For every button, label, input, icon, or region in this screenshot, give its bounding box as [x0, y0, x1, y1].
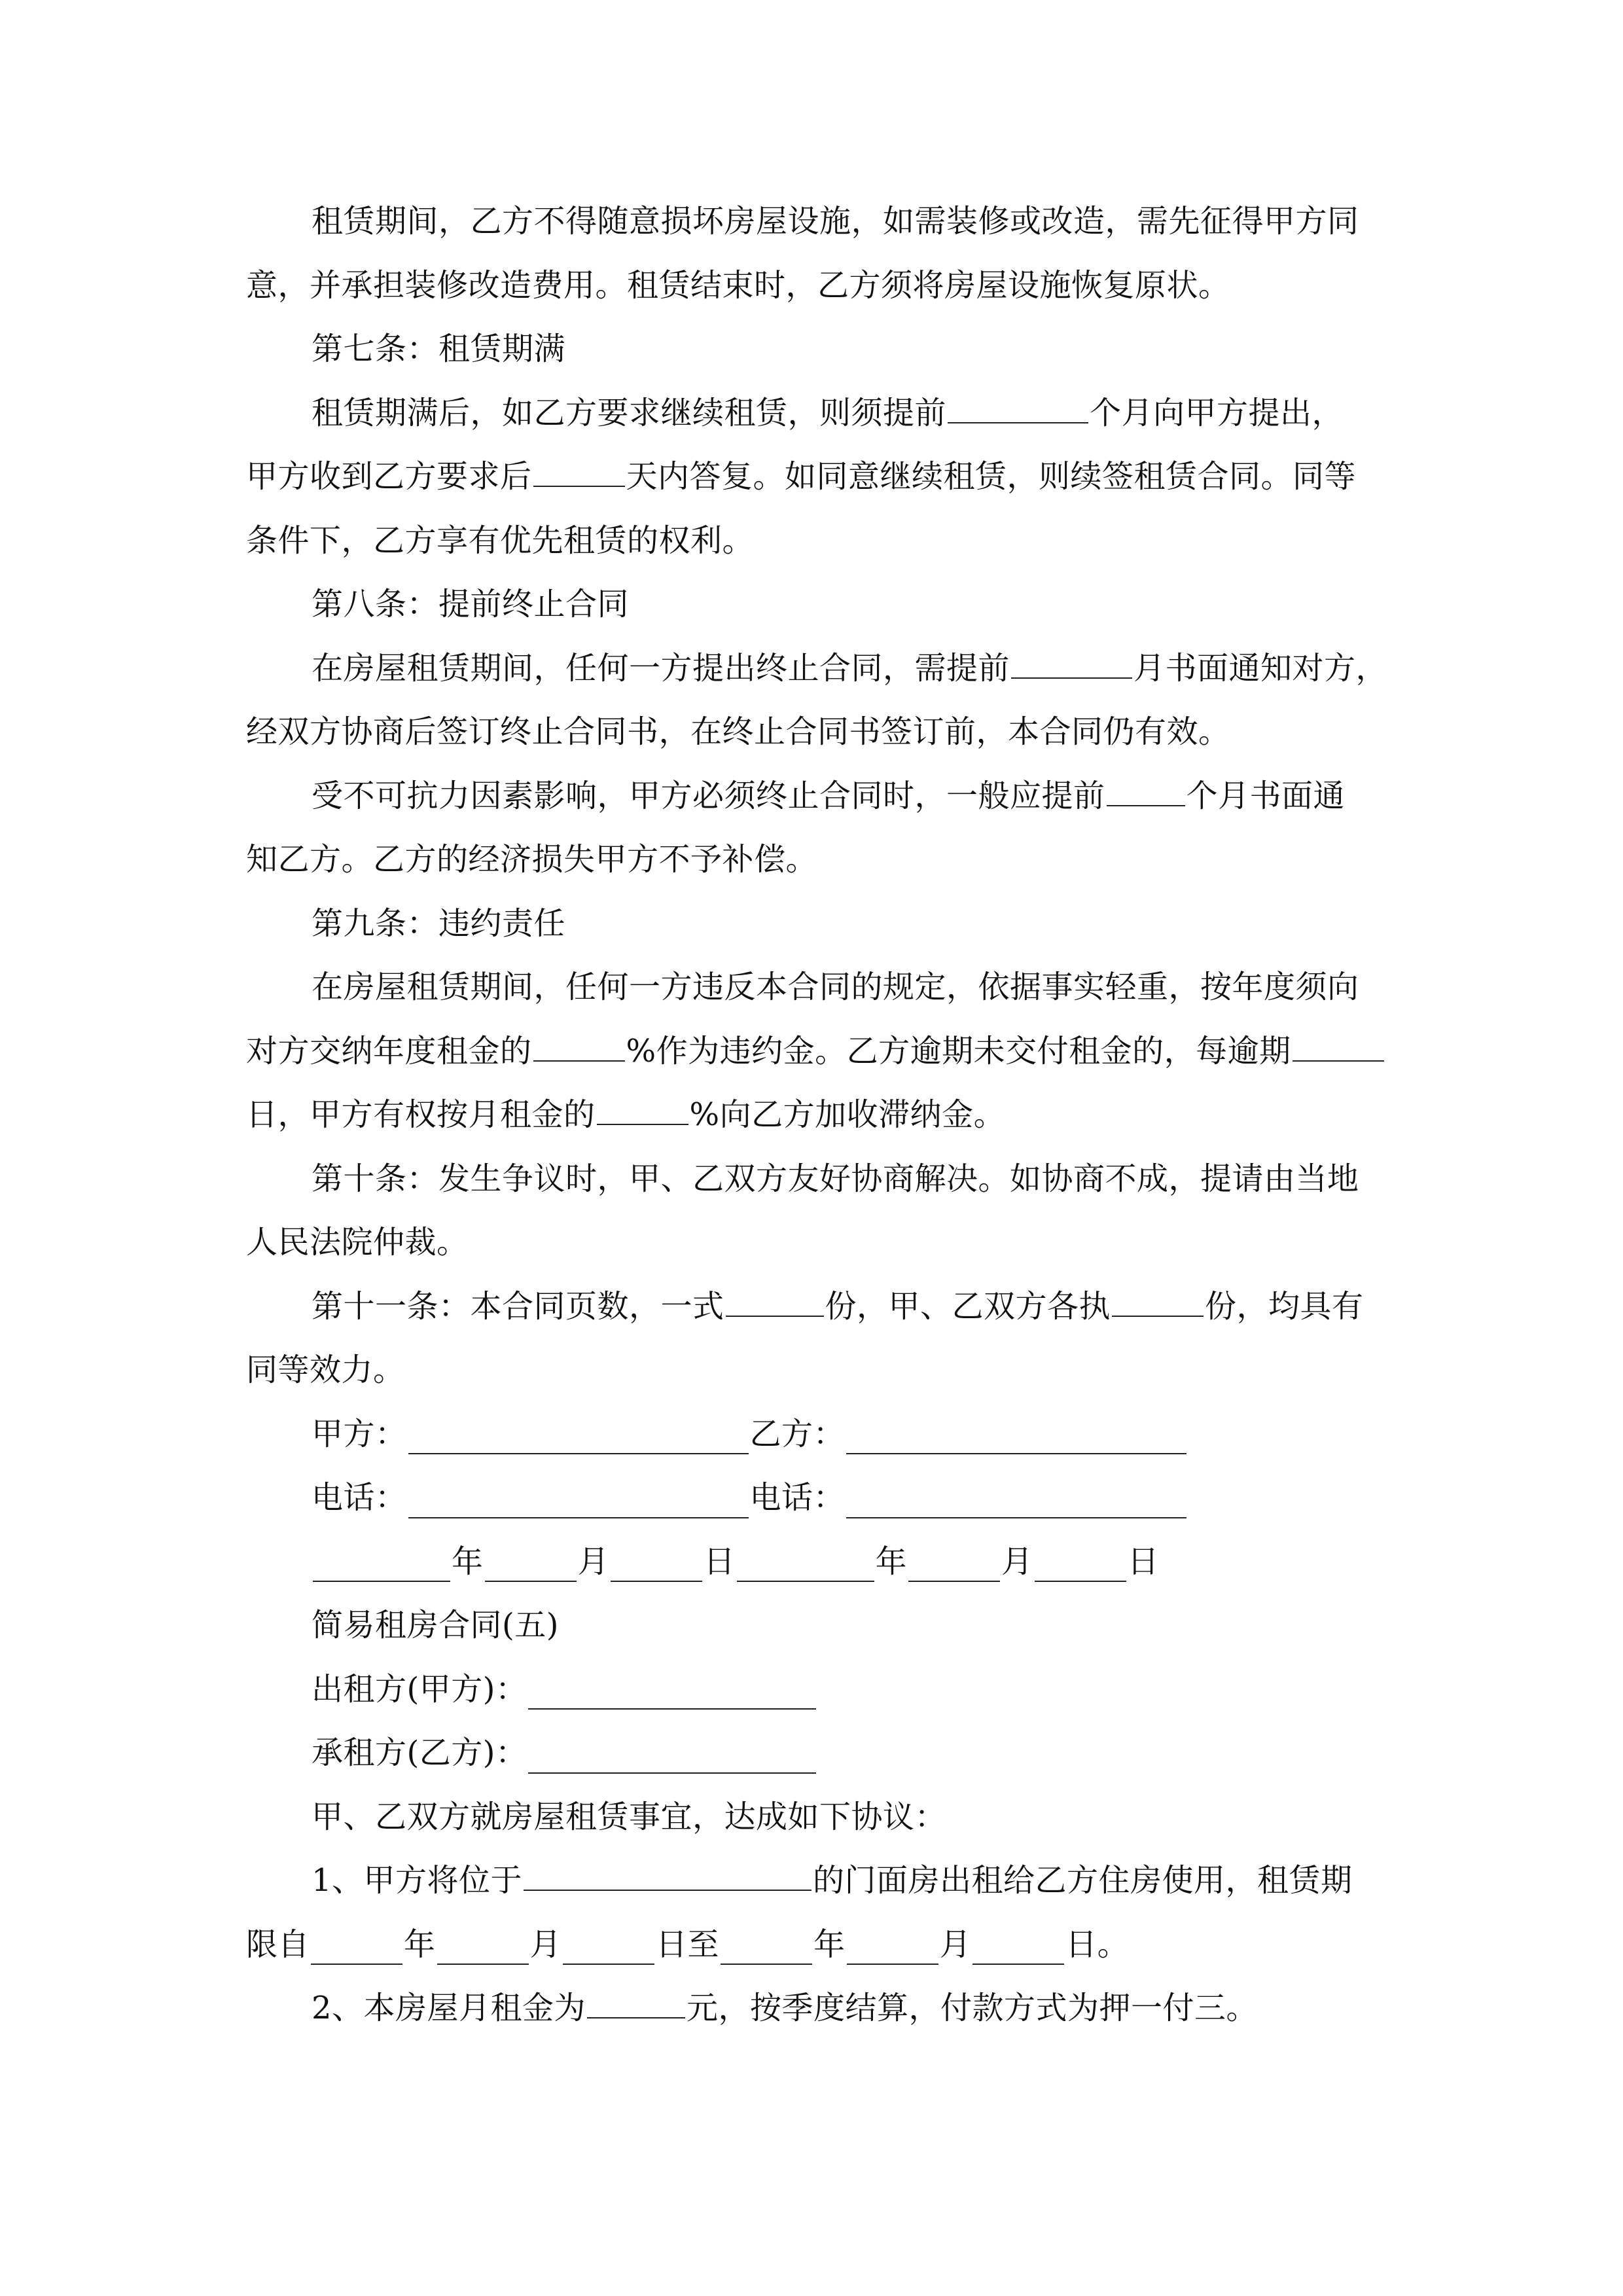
text: 受不可抗力因素影响，甲方必须终止合同时，一般应提前 — [312, 777, 1105, 814]
text: 甲、乙双方就房屋租赁事宜，达成如下协议： — [312, 1798, 947, 1835]
text: 在房屋租赁期间，任何一方提出终止合同，需提前 — [312, 649, 1010, 687]
text: 租赁期间，乙方不得随意损坏房屋设施，如需装修或改造，需先征得甲方同 — [312, 203, 1359, 240]
signature-date-row — [246, 1530, 1378, 1594]
fill-blank[interactable] — [1011, 638, 1132, 679]
fill-blank[interactable] — [1112, 1276, 1204, 1317]
fill-blank[interactable] — [1107, 766, 1185, 806]
lessor-row — [246, 1658, 1378, 1722]
rent-field[interactable] — [587, 1978, 685, 2018]
text: 个月向甲方提出， — [1090, 394, 1344, 431]
lessor-field[interactable] — [528, 1669, 816, 1710]
article-9-title — [246, 892, 1378, 956]
text: 的门面房出租给乙方住房使用，租赁期 — [813, 1862, 1353, 1899]
lessee-field[interactable] — [528, 1733, 816, 1774]
paragraph-line — [246, 1338, 1378, 1403]
year-label: 年 — [875, 1543, 908, 1580]
heading-text: 第七条：租赁期满 — [312, 331, 566, 367]
text: 月书面通知对方， — [1133, 649, 1388, 687]
party-a-field[interactable] — [408, 1414, 749, 1454]
phone-a-label: 电话： — [312, 1479, 407, 1516]
text: 2、本房屋月租金为 — [312, 1990, 586, 2026]
clause-1 — [246, 1849, 1378, 1913]
paragraph-line — [246, 956, 1378, 1020]
text: %向乙方加收滞纳金。 — [689, 1096, 1006, 1133]
text: 份，甲、乙双方各执 — [825, 1287, 1111, 1325]
paragraph-line — [246, 1083, 1378, 1147]
text: 日，甲方有权按月租金的 — [246, 1096, 596, 1133]
party-b-label: 乙方： — [749, 1415, 846, 1452]
phone-b-label: 电话： — [749, 1479, 846, 1516]
text: 份，均具有 — [1205, 1287, 1364, 1325]
article-11 — [246, 1275, 1378, 1339]
document-page — [246, 190, 1388, 2041]
signature-phone-row — [246, 1466, 1378, 1530]
paragraph-line — [246, 190, 1378, 254]
paragraph-line — [246, 1211, 1378, 1275]
text: 甲方收到乙方要求后 — [246, 458, 532, 495]
start-day-field[interactable] — [563, 1924, 654, 1965]
paragraph-line — [246, 1020, 1378, 1084]
text: 限自 — [246, 1926, 310, 1963]
text: 1、甲方将位于 — [312, 1862, 523, 1899]
month-label: 月 — [939, 1926, 972, 1963]
text: 租赁期满后，如乙方要求继续租赁，则须提前 — [312, 394, 947, 431]
article-8-title — [246, 573, 1378, 637]
phone-a-field[interactable] — [408, 1478, 749, 1518]
end-year-field[interactable] — [721, 1924, 812, 1965]
agreement-intro — [246, 1785, 1378, 1850]
text: 人民法院仲裁。 — [246, 1224, 469, 1261]
paragraph-line — [246, 828, 1378, 892]
text: 经双方协商后签订终止合同书，在终止合同书签订前，本合同仍有效。 — [246, 713, 1230, 750]
month-field[interactable] — [485, 1541, 577, 1582]
text: 日至 — [656, 1926, 720, 1963]
signature-party-row — [246, 1403, 1378, 1467]
article-10 — [246, 1147, 1378, 1211]
end-day-field[interactable] — [972, 1924, 1064, 1965]
text: 天内答复。如同意继续租赁，则续签租赁合同。同等 — [626, 458, 1357, 495]
day-label: 日 — [704, 1543, 736, 1580]
paragraph-line — [246, 637, 1388, 701]
lessor-label: 出租方(甲方)： — [312, 1670, 527, 1708]
lessee-label: 承租方(乙方)： — [312, 1734, 527, 1771]
address-field[interactable] — [524, 1850, 812, 1891]
paragraph-line — [246, 382, 1378, 446]
clause-1-dates — [246, 1913, 1378, 1977]
text: 个月书面通 — [1186, 777, 1346, 814]
paragraph-line — [246, 445, 1378, 509]
fill-blank[interactable] — [948, 383, 1088, 423]
text: 在房屋租赁期间，任何一方违反本合同的规定，依据事实轻重，按年度须向 — [312, 969, 1359, 1005]
year-field[interactable] — [737, 1541, 874, 1582]
article-7-title — [246, 317, 1378, 382]
paragraph-line — [246, 764, 1378, 829]
text: 第十一条：本合同页数，一式 — [312, 1287, 724, 1325]
phone-b-field[interactable] — [846, 1478, 1186, 1518]
text: 同等效力。 — [246, 1352, 405, 1388]
day-field[interactable] — [1035, 1541, 1126, 1582]
day-label: 日 — [1127, 1543, 1160, 1580]
text: 条件下，乙方享有优先租赁的权利。 — [246, 522, 755, 559]
heading-text: 简易租房合同(五) — [312, 1607, 559, 1643]
clause-2 — [246, 1977, 1378, 2041]
fill-blank[interactable] — [597, 1085, 688, 1125]
contract-5-title — [246, 1594, 1378, 1658]
fill-blank[interactable] — [533, 446, 625, 487]
text: 对方交纳年度租金的 — [246, 1032, 532, 1069]
heading-text: 第九条：违约责任 — [312, 905, 566, 942]
fill-blank[interactable] — [726, 1276, 824, 1317]
text: 知乙方。乙方的经济损失甲方不予补偿。 — [246, 841, 818, 878]
month-field[interactable] — [908, 1541, 1000, 1582]
start-month-field[interactable] — [437, 1924, 529, 1965]
paragraph-line — [246, 700, 1378, 764]
paragraph-line — [246, 254, 1378, 318]
text: 第十条：发生争议时，甲、乙双方友好协商解决。如协商不成，提请由当地 — [312, 1160, 1359, 1197]
heading-text: 第八条：提前终止合同 — [312, 586, 630, 622]
year-label: 年 — [404, 1926, 436, 1963]
month-label: 月 — [1001, 1543, 1033, 1580]
text: 日。 — [1065, 1926, 1130, 1963]
end-month-field[interactable] — [847, 1924, 938, 1965]
month-label: 月 — [577, 1543, 610, 1580]
year-field[interactable] — [313, 1541, 450, 1582]
fill-blank[interactable] — [533, 1021, 625, 1062]
year-label: 年 — [813, 1926, 846, 1963]
lessee-row — [246, 1721, 1378, 1785]
text: 意，并承担装修改造费用。租赁结束时，乙方须将房屋设施恢复原状。 — [246, 266, 1230, 304]
text: %作为违约金。乙方逾期未交付租金的，每逾期 — [626, 1032, 1291, 1069]
day-field[interactable] — [611, 1541, 702, 1582]
party-b-field[interactable] — [846, 1414, 1186, 1454]
text: 元，按季度结算，付款方式为押一付三。 — [687, 1990, 1258, 2026]
month-label: 月 — [529, 1926, 562, 1963]
start-year-field[interactable] — [311, 1924, 402, 1965]
fill-blank[interactable] — [1293, 1021, 1384, 1062]
paragraph-line — [246, 509, 1378, 573]
party-a-label: 甲方： — [312, 1415, 407, 1452]
year-label: 年 — [452, 1543, 484, 1580]
